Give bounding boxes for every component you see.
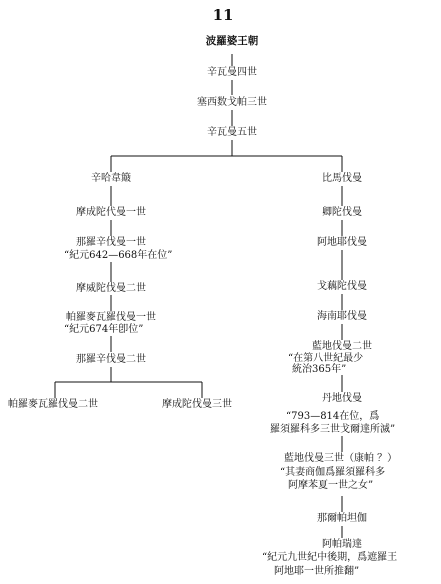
right-node-4: 海南耶伐曼 [317,311,367,322]
dynasty-title: 波羅婆王朝 [205,35,259,47]
left-node-5: 那羅辛伐曼二世 [76,354,146,365]
left-child-1: 帕羅麥瓦羅伐曼二世 [8,399,98,410]
left-node-1: 摩成陀代曼一世 [76,207,146,218]
right-node-5-note-2: 統治365年” [292,364,347,375]
right-node-9-note-1: “紀元九世紀中後期，爲遮羅王 [262,552,398,563]
right-node-7-note-2: 阿摩苯夏一世之女” [288,480,374,491]
right-node-5: 藍地伐曼二世 [312,341,372,352]
right-node-6: 丹地伐曼 [322,393,362,404]
left-node-2: 那羅辛伐曼一世 [76,237,146,248]
right-node-1: 卿陀伐曼 [322,207,362,218]
right-node-8: 那爾帕坦伽 [317,513,367,524]
right-node-7-note-1: “其妻商伽爲羅須羅科多 [280,467,386,478]
right-branch-head: 比馬伐曼 [322,173,362,184]
right-node-6-note-2: 羅須羅科多三世戈爾達所滅” [270,424,396,435]
right-node-9-note-2: 阿地耶一世所推翻” [274,566,360,577]
left-node-2-note: “紀元642—668年在位” [64,250,173,261]
left-branch-head: 辛哈韋簸 [91,173,131,184]
left-node-3: 摩威陀伐曼二世 [76,283,146,294]
trunk-node-3: 辛瓦曼五世 [207,127,257,138]
right-node-3: 戈藕陀伐曼 [317,281,367,292]
right-node-5-note-1: “在第八世紀最少 [288,353,364,364]
right-node-9: 阿帕瑞達 [322,539,362,550]
right-node-6-note-1: “793—814在位，爲 [286,411,380,422]
left-node-4: 帕羅麥瓦羅伐曼一世 [66,312,156,323]
page-number: 11 [212,6,234,24]
trunk-node-2: 塞西数戈帕三世 [197,97,267,108]
left-child-2: 摩成陀伐曼三世 [162,399,232,410]
right-node-2: 阿地耶伐曼 [317,237,367,248]
left-node-4-note: “紀元674年卽位” [64,324,144,335]
trunk-node-1: 辛瓦曼四世 [207,67,257,78]
right-node-7: 藍地伐曼三世（康帕 ？） [284,453,398,464]
